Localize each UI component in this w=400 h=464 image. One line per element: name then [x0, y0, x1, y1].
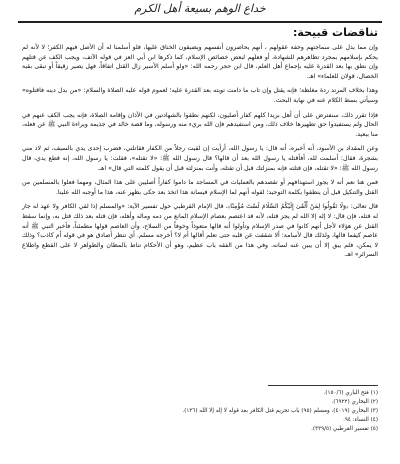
paragraph-5: فمن هنا نعم أنه لا يجوز استهدافهم أو تقصدهم بالعمليات في المساجد ما داموا كفاراً أصليين على هذا المثال، ومهما فعلوا بالمسلمين من القتل والتنكيل قبل أن ينطقوا بكلمة التوحيد؛ لقوله أنهم لما الإسلام فيسانة هذا اتخذ بعد حكى بظهر عنه، هذا ما أوجبه الله علينا.: [22, 179, 378, 196]
section-heading: تناقضات قبيحة:: [293, 26, 378, 39]
footnote: (١) فتح الباري (١٥٠/٦).: [323, 390, 378, 396]
footnote: (٥) تفسير القرطبي (٣٣٩/٥).: [311, 426, 378, 432]
footnote: (٢) البخاري (٦٩٢٢).: [331, 399, 378, 405]
paragraph-1: وإن مما يدل على سماجتهم وخفة عقولهم ، أنهم يحاصرون أنفسهم ويضيقون الخناق عليها، فلو أسلمنا له أن الأصل فيهم الكفر؛ لا لأنه لم يحكم بإسلامهم بمجرد تظاهرهم للشهادة، أو فعلهم لبعض خصائص الإسلام، كما ذكرها ابن أبي العز في قوله الآتف، ويجب الكف عن قتلهم وإن نطق بها بعد القدرة عليه بإجماع أهل العلم، قال ابن حجر رحمه الله: «ولو أسلم الأسير زال القتل اتفاقاً، فهل يصير رقيقاً أو تبقى بقية الخصال، قولان للعلماء» اهـ.: [22, 44, 378, 80]
paragraph-4: وعن المقداد بن الأسود، أنه أخبره، أنه قال: يا رسول الله، أرأيت إن لقيت رجلاً من الكفار فقاتلني، فضرب إحدى يدي بالسيف، ثم لاذ مني بشجرة، فقال: أسلمت لله، أفأقتله يا رسول الله بعد أن قالها؟ قال رسول الله ﷺ: «لا تقتله»، فقلت: يا رسول الله، إنه قطع يدي، قال رسول الله ﷺ: «لا تقتله، فإن قتلته فإنه بمنزلتك قبل أن تقتله، وأنت بمنزلته قبل أن يقول كلمته التي قال» اهـ.: [22, 145, 378, 172]
header-title: ﺧﺪاع اﻟﻮﻫﻢ ﺑﺴﻴﻌﺔ أﻫﻞ اﻟﻜﺮم: [134, 2, 266, 15]
footnote-separator: [268, 385, 378, 386]
footnotes: [22, 389, 378, 434]
footnote: (٣) البخاري (٤٠١٩)، ومسلم (٩٥) باب تحريم قتل الكافر بعد قوله لا إله إلا الله (١٣٦).: [182, 408, 378, 414]
paragraph-3: فإذا تقرر ذلك، سنفترض على أن أهل بريدا كلهم كفار أصليون، لكنهم نطقوا بالشهادتين في الأذان وإقامة الصلاة، فإنه يجب الكف عنهم في الحال ولم يستفيدوا حق تطهيرها خلاف ذلك، ومن استفيدهم فإن الله بريء منه ورسوله، وما قصة خالد في جذيمة ويراءة النبي ﷺ عن فعله، منا ببعيد.: [22, 111, 378, 138]
paragraph-6: قال تعالى: ﴿وَلَا تَقُولُوا لِمَنْ أَلْقَىٰ إِلَيْكُمُ السَّلَامَ لَسْتَ مُؤْمِنًا﴾، قال الإمام القرطبي حول تفسير الآية: «والمسلم إذا لقي الكافر ولا عهد له جاز له قتله، فإن قال: لا إله إلا الله لم يجز قتله، لأنه قد اعتصم بعصام الإسلام المانع من دمه وماله وأهله، فإن قتله بعد ذلك قتل به، وإنما سقط القتل عن هؤلاء لأجل أنهم كانوا في صدر الإسلام وتأولوا أنه قالها متعوذاً وخوفاً من السلاح، وأن العاصم قولها مطمئناً، فأخبر النبي ﷺ أنه عاصم كيفما قالها، ولذلك قال لأسامة: ألا شققت عن قلبه حتى تعلم أقالها أم لا؟ أخرجه مسلم. أي تنظر أصادق هو في قوله أم كاذب؟ وذلك لا يمكن، فلم يبق إلا أن يبين عنه لسانه. وفي هذا من الفقه باب عظيم، وهو أن الأحكام تناط بالمظان والظواهر لا على القطع واطلاع السرائر» اهـ.: [22, 203, 378, 259]
paragraph-2: وهذا بخلاف المرتد ردة مغلظة؛ فإنه يقتل وإن تاب ما دامت توبته بعد القدرة عليه؛ لعموم قوله عليه الصلاة والسلام: «من بدل دينه فاقتلوه» وسيأتي بسط الكلام عنه في نهاية البحث.: [22, 87, 378, 104]
body-content: [22, 26, 378, 265]
header-rule: [18, 21, 382, 23]
footnote: (٤) النساء: ٩٤.: [343, 417, 378, 423]
